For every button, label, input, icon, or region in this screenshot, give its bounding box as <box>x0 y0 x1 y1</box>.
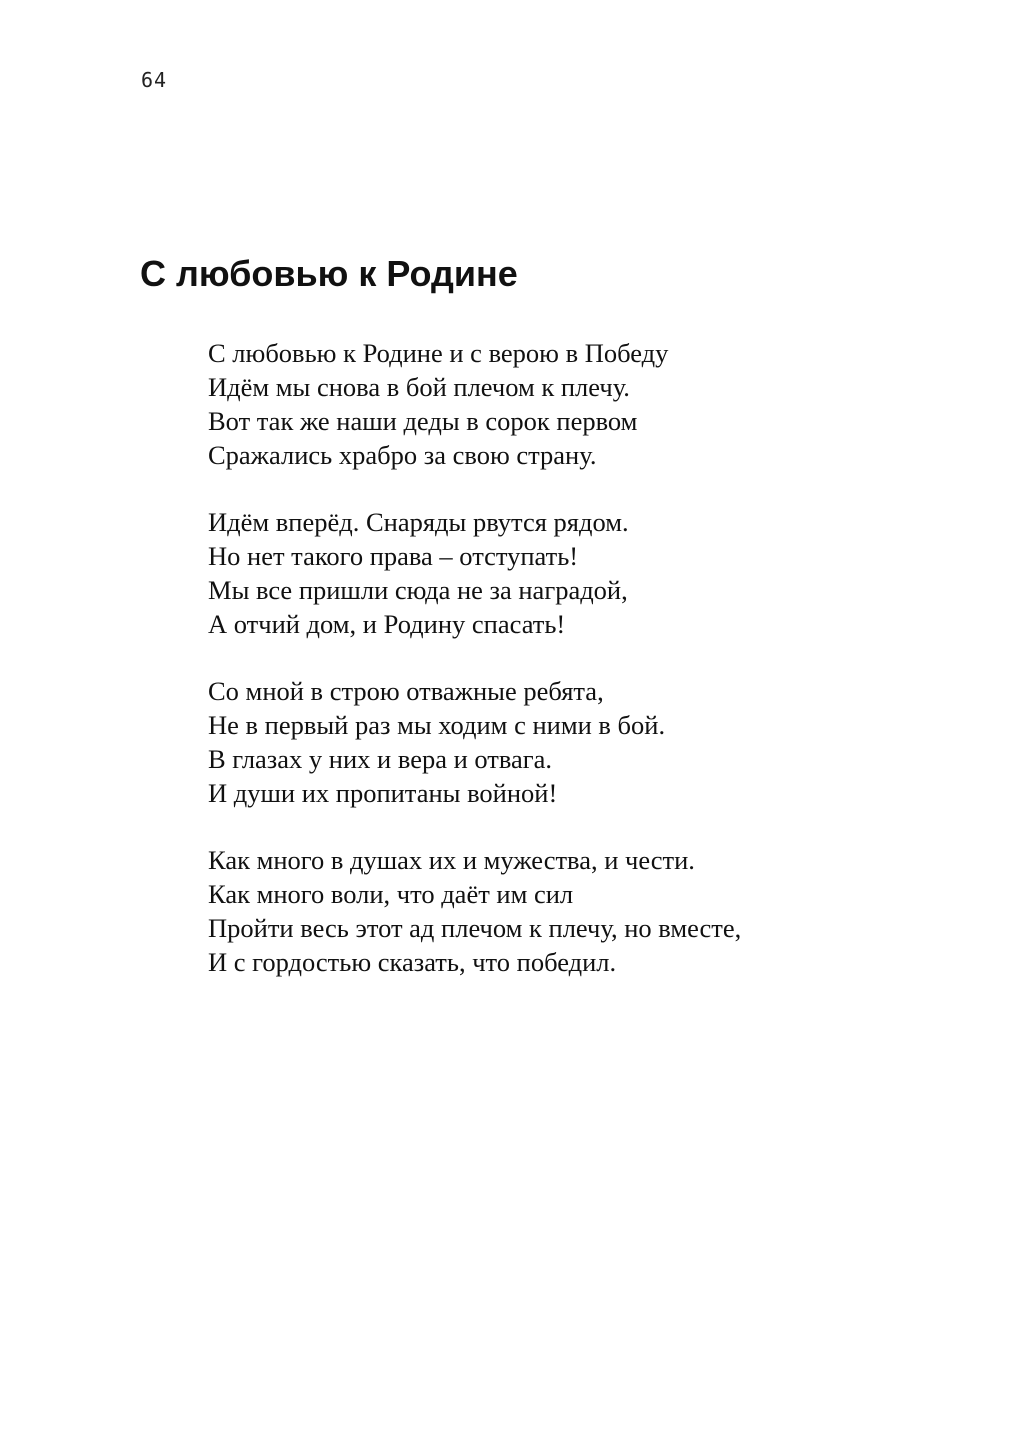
poem-line: Как много в душах их и мужества, и чести. <box>208 845 695 875</box>
poem-line: Сражались храбро за свою страну. <box>208 440 597 470</box>
stanza <box>208 336 968 472</box>
poem-line: Мы все пришли сюда не за наградой, <box>208 575 628 605</box>
poem-line: И с гордостью сказать, что победил. <box>208 947 617 977</box>
poem-line: Но нет такого права – отступать! <box>208 541 579 571</box>
stanza <box>208 843 968 979</box>
poem-line: Вот так же наши деды в сорок первом <box>208 406 638 436</box>
poem-line: Со мной в строю отважные ребята, <box>208 676 604 706</box>
page-number: 64 <box>141 68 168 92</box>
poem-line: Идём мы снова в бой плечом к плечу. <box>208 372 630 402</box>
poem-line: Не в первый раз мы ходим с ними в бой. <box>208 710 666 740</box>
poem-line: И души их пропитаны войной! <box>208 778 558 808</box>
poem-title: С любовью к Родине <box>140 253 518 294</box>
poem-line: С любовью к Родине и с верою в Победу <box>208 338 669 368</box>
poem-line: Идём вперёд. Снаряды рвутся рядом. <box>208 507 629 537</box>
poem-line: Пройти весь этот ад плечом к плечу, но вместе, <box>208 913 742 943</box>
stanza <box>208 505 968 641</box>
poem-line: А отчий дом, и Родину спасать! <box>208 609 566 639</box>
stanza <box>208 674 968 810</box>
poem-line: В глазах у них и вера и отвага. <box>208 744 553 774</box>
poem-body <box>208 336 968 1012</box>
poem-line: Как много воли, что даёт им сил <box>208 879 574 909</box>
